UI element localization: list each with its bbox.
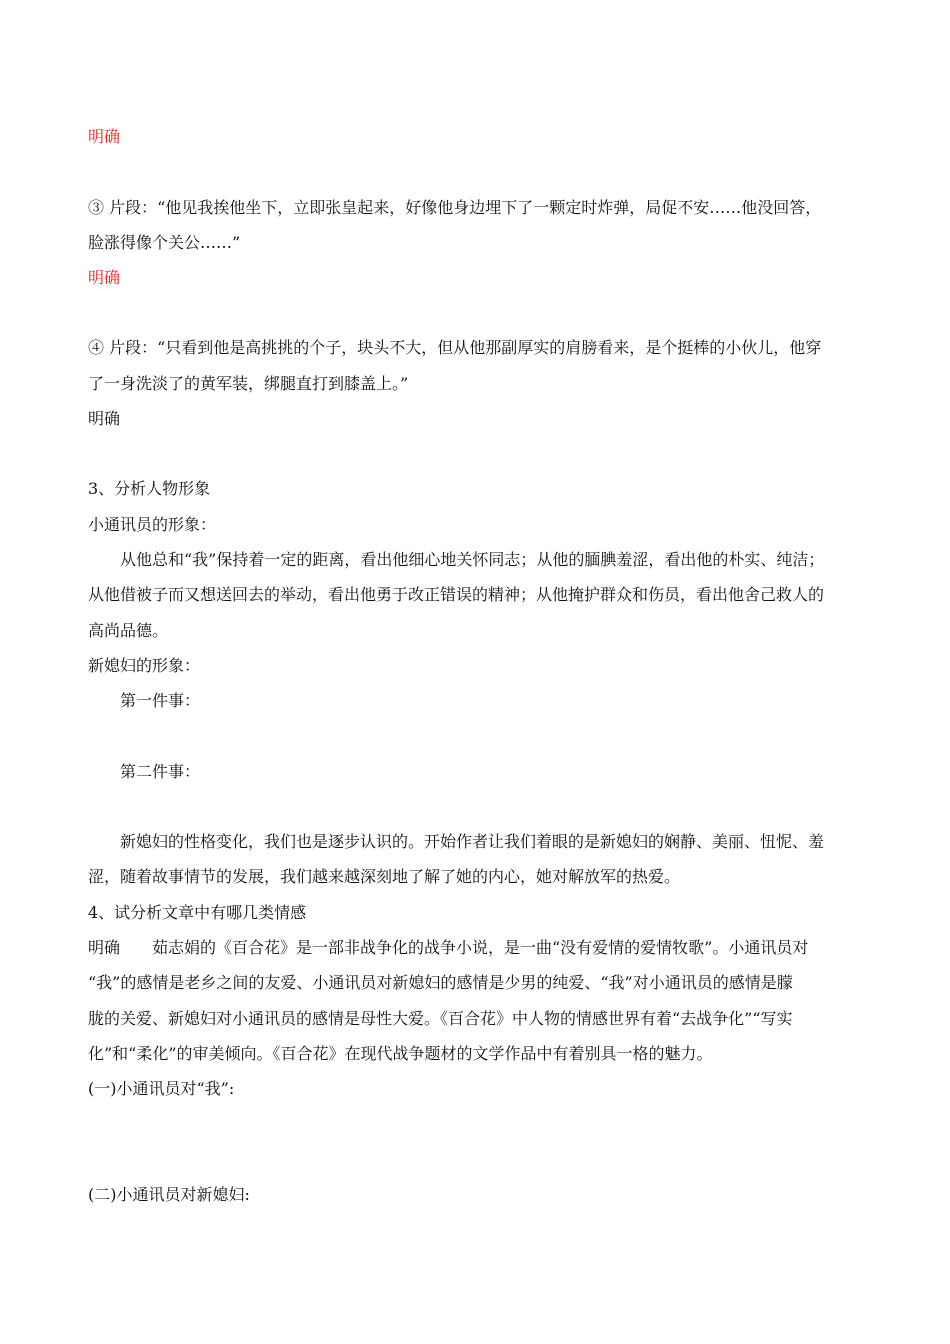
answer-label-1: 明确 [88, 127, 121, 146]
section-3-heading: 3、分析人物形象 [88, 479, 211, 498]
messenger-text-line-1: 从他总和“我”保持着一定的距离，看出他细心地关怀同志；从他的腼腆羞涩，看出他的朴实、纯洁； [120, 550, 825, 569]
bride-event-2: 第二件事： [120, 762, 201, 781]
bride-text-line-2: 涩，随着故事情节的发展，我们越来越深刻地了解了她的内心，她对解放军的热爱。 [88, 867, 681, 886]
fragment-4-line-2: 了一身洗淡了的黄军装，绑腿直打到膝盖上。” [88, 374, 409, 393]
bride-image-title: 新媳妇的形象： [88, 656, 201, 675]
messenger-text-line-2: 从他借被子而又想送回去的举动，看出他勇于改正错误的精神；从他掩护群众和伤员，看出他舍己救人的 [88, 585, 825, 604]
section-4-line-1: 明确 茹志娟的《百合花》是一部非战争化的战争小说，是一曲“没有爱情的爱情牧歌”。小通讯员对 [88, 938, 809, 957]
section-4-heading: 4、试分析文章中有哪几类情感 [88, 903, 307, 922]
answer-label-3: 明确 [88, 409, 121, 428]
section-4-line-2: “我”的感情是老乡之间的友爱、小通讯员对新媳妇的感情是少男的纯爱、“我”对小通讯员的感情是朦 [88, 973, 793, 992]
messenger-image-title: 小通讯员的形象： [88, 515, 217, 534]
bride-event-1: 第一件事： [120, 691, 201, 710]
fragment-4-line-1: ④ 片段：“只看到他是高挑挑的个子，块头不大，但从他那副厚实的肩膀看来，是个挺棒的小伙儿，他穿 [88, 338, 822, 357]
subsection-1-heading: (一)小通讯员对“我”: [88, 1079, 235, 1098]
fragment-3-line-2: 脸涨得像个关公……” [88, 233, 241, 252]
answer-label-2: 明确 [88, 268, 121, 287]
bride-text-line-1: 新媳妇的性格变化，我们也是逐步认识的。开始作者让我们着眼的是新媳妇的娴静、美丽、忸怩、羞 [120, 832, 825, 851]
subsection-2-heading: (二)小通讯员对新媳妇: [88, 1185, 250, 1204]
section-4-line-4: 化”和“柔化”的审美倾向。《百合花》在现代战争题材的文学作品中有着别具一格的魅力。 [88, 1044, 713, 1063]
messenger-text-line-3: 高尚品德。 [88, 621, 169, 640]
fragment-3-line-1: ③ 片段：“他见我挨他坐下，立即张皇起来，好像他身边埋下了一颗定时炸弹，局促不安……他没回答， [88, 198, 822, 217]
section-4-line-3: 胧的关爱、新媳妇对小通讯员的感情是母性大爱。《百合花》中人物的情感世界有着“去战争化”“写实 [88, 1009, 793, 1028]
